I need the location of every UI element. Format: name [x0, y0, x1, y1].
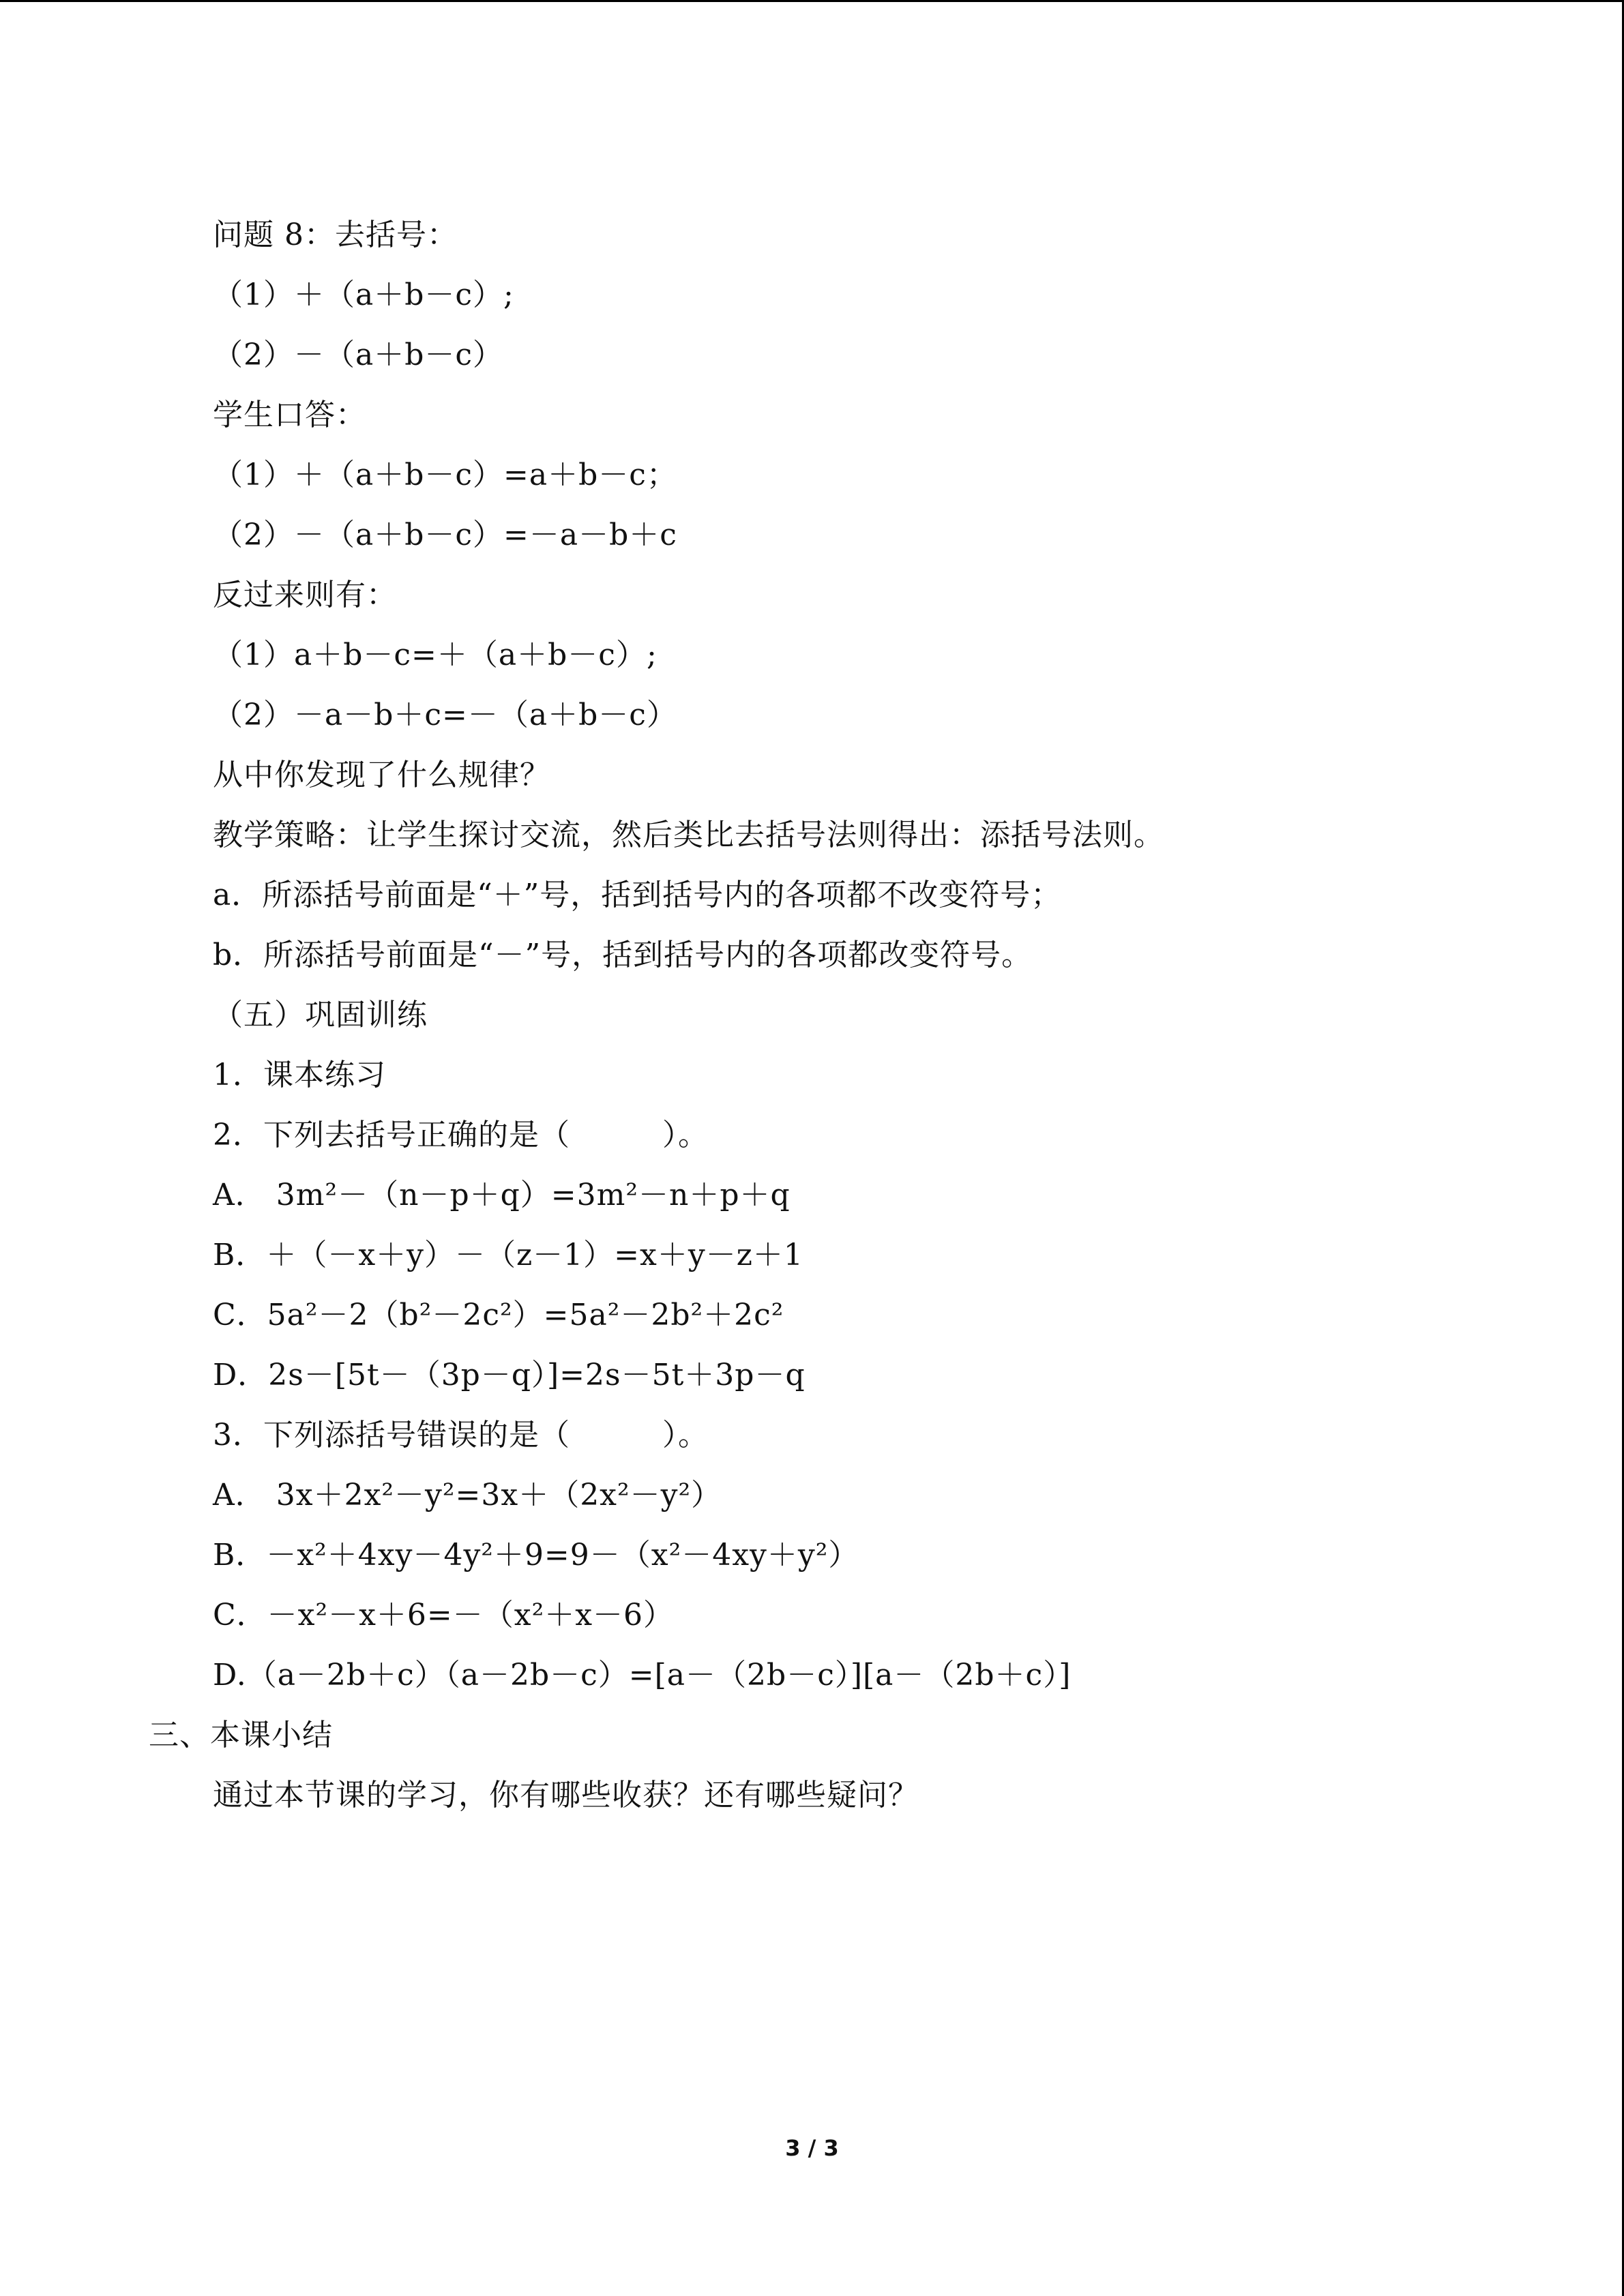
exercise-3-option-c: C．－x²－x＋6=－（x²＋x－6） — [213, 1598, 675, 1632]
exercise-2-option-b: B．＋（－x＋y）－（z－1）=x＋y－z＋1 — [213, 1238, 803, 1272]
exercise-3-option-a: A． 3x＋2x²－y²=3x＋（2x²－y²） — [213, 1478, 722, 1512]
student-answer-2: （2）－（a＋b－c）=－a－b＋c — [213, 518, 677, 552]
student-answer-1: （1）＋（a＋b－c）=a＋b－c； — [213, 458, 677, 492]
problem-8-title: 问题 8：去括号： — [213, 218, 458, 252]
exercise-1: 1．课本练习 — [213, 1058, 386, 1092]
section-consolidation: （五）巩固训练 — [213, 998, 428, 1032]
rule-b: b．所添括号前面是“－”号，括到括号内的各项都改变符号。 — [213, 938, 1033, 972]
rule-a: a．所添括号前面是“＋”号，括到括号内的各项都不改变符号； — [213, 878, 1062, 912]
exercise-2-option-d: D．2s－[5t－（3p－q）]=2s－5t＋3p－q — [213, 1358, 806, 1392]
reverse-item-1: （1）a＋b－c=＋（a＋b－c）; — [213, 638, 658, 672]
question-pattern: 从中你发现了什么规律？ — [213, 758, 550, 792]
teaching-strategy: 教学策略：让学生探讨交流，然后类比去括号法则得出：添括号法则。 — [213, 818, 1164, 852]
exercise-3-question: 3．下列添括号错误的是（ ）。 — [213, 1418, 709, 1452]
problem-8-item-2: （2）－（a＋b－c） — [213, 338, 504, 372]
reverse-label: 反过来则有： — [213, 578, 397, 612]
student-answer-label: 学生口答： — [213, 398, 366, 432]
exercise-3-option-b: B．－x²＋4xy－4y²＋9=9－（x²－4xy＋y²） — [213, 1538, 859, 1572]
exercise-2-option-c: C．5a²－2（b²－2c²）=5a²－2b²＋2c² — [213, 1298, 784, 1332]
problem-8-item-1: （1）＋（a＋b－c）; — [213, 278, 514, 312]
reverse-item-2: （2）－a－b＋c=－（a＋b－c） — [213, 698, 677, 732]
exercise-3-option-d: D.（a－2b＋c）（a－2b－c）=[a－（2b－c）][a－（2b＋c）] — [213, 1658, 1072, 1693]
exercise-2-question: 2．下列去括号正确的是（ ）。 — [213, 1118, 709, 1152]
page-number: 3 / 3 — [785, 2135, 839, 2161]
section-summary-heading: 三、本课小结 — [149, 1718, 333, 1753]
summary-question: 通过本节课的学习，你有哪些收获？还有哪些疑问？ — [213, 1778, 919, 1813]
exercise-2-option-a: A． 3m²－（n－p＋q）=3m²－n＋p＋q — [213, 1178, 791, 1212]
page-border-top — [0, 0, 1624, 2]
